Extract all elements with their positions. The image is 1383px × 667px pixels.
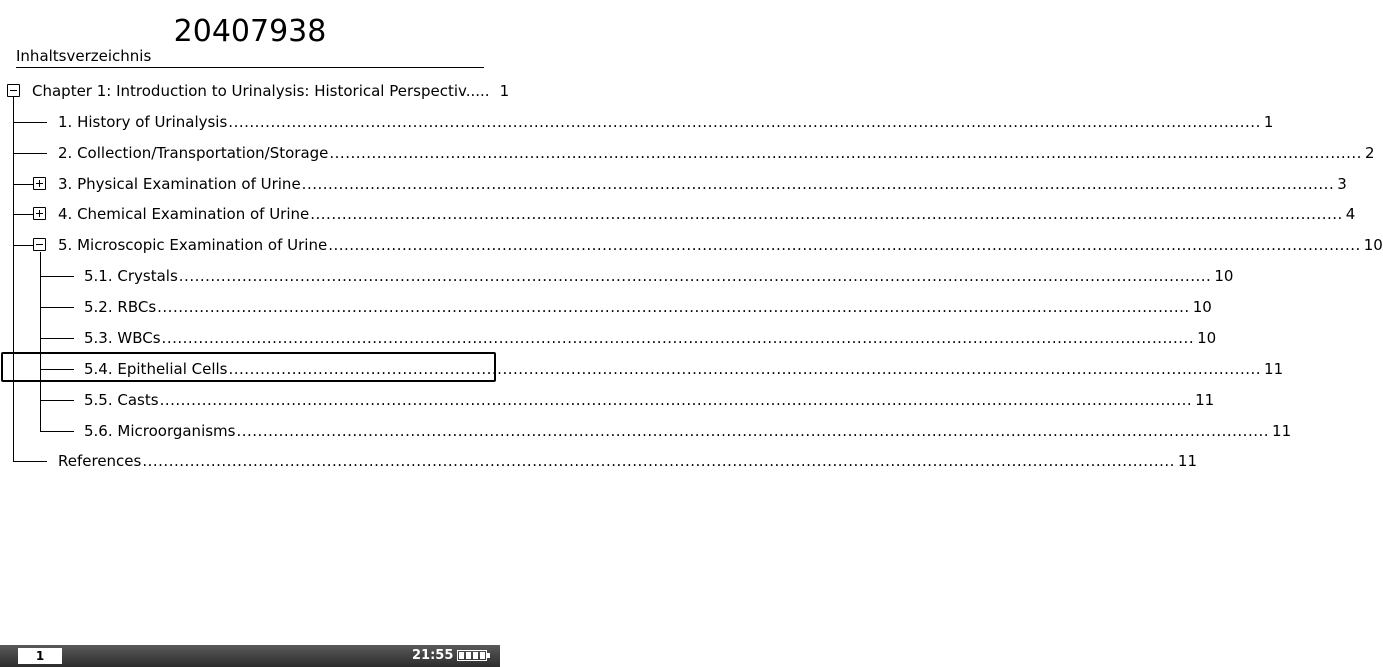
expand-icon[interactable] <box>33 207 46 220</box>
dot-leader <box>162 326 1195 350</box>
toc-entry-label: 5.2. RBCs <box>84 298 157 316</box>
dot-leader <box>229 357 1262 381</box>
expand-icon[interactable] <box>33 177 46 190</box>
dot-leader <box>328 233 1361 257</box>
toc-entry-page: 10 <box>1363 236 1383 254</box>
toc-entry-page: 11 <box>1272 422 1292 440</box>
toc-entry[interactable] <box>58 202 1356 226</box>
toc-entry[interactable] <box>58 110 1274 134</box>
toc-entry-label: 4. Chemical Examination of Urine <box>58 205 310 223</box>
toc-entry-label: 5.5. Casts <box>84 391 159 409</box>
heading-divider <box>16 67 484 68</box>
toc-entry-label: 1. History of Urinalysis <box>58 113 228 131</box>
dot-leader <box>142 449 1175 473</box>
dot-leader <box>302 172 1335 196</box>
status-bar <box>0 645 500 667</box>
toc-entry-label: 2. Collection/Transportation/Storage <box>58 144 329 162</box>
collapse-icon[interactable] <box>7 84 20 97</box>
toc-entry-label: 5. Microscopic Examination of Urine <box>58 236 328 254</box>
toc-entry[interactable] <box>58 172 1347 196</box>
toc-entry-page: 10 <box>1192 298 1212 316</box>
toc-entry[interactable] <box>84 388 1215 412</box>
toc-entry-page: 2 <box>1364 144 1375 162</box>
dot-leader <box>179 264 1212 288</box>
dot-leader <box>228 110 1261 134</box>
toc-entry-page: 11 <box>1177 452 1197 470</box>
page-number-indicator[interactable]: 1 <box>18 648 62 664</box>
toc-entry-references[interactable] <box>58 449 1197 473</box>
toc-entry-label: Chapter 1: Introduction to Urinalysis: Historical Perspectiv..... <box>32 82 490 100</box>
toc-entry-label: 5.1. Crystals <box>84 267 178 285</box>
dot-leader <box>157 295 1190 319</box>
toc-entry-page: 3 <box>1337 175 1347 193</box>
toc-entry-page: 1 <box>499 82 510 100</box>
toc-entry[interactable] <box>58 233 1383 257</box>
toc-entry[interactable] <box>84 419 1292 443</box>
toc-entry-chapter-1[interactable] <box>32 79 510 103</box>
clock: 21:55 <box>412 648 454 663</box>
toc-entry-label: 3. Physical Examination of Urine <box>58 175 301 193</box>
page-title: 20407938 <box>173 14 327 49</box>
toc-entry-label: 5.4. Epithelial Cells <box>84 360 228 378</box>
toc-entry-page: 10 <box>1214 267 1234 285</box>
toc-entry-page: 4 <box>1345 205 1356 223</box>
toc-heading: Inhaltsverzeichnis <box>16 47 152 65</box>
dot-leader <box>310 202 1343 226</box>
battery-icon <box>457 650 487 661</box>
toc-entry-page: 1 <box>1263 113 1274 131</box>
dot-leader <box>236 419 1269 443</box>
toc-entry[interactable] <box>58 141 1375 165</box>
battery-tip <box>487 653 490 658</box>
toc-entry-label: 5.6. Microorganisms <box>84 422 236 440</box>
toc-entry-label: 5.3. WBCs <box>84 329 161 347</box>
dot-leader <box>329 141 1362 165</box>
toc-entry[interactable] <box>84 326 1217 350</box>
toc-entry[interactable] <box>84 295 1212 319</box>
toc-entry-label: References <box>58 452 142 470</box>
collapse-icon[interactable] <box>33 238 46 251</box>
dot-leader <box>160 388 1193 412</box>
toc-entry[interactable] <box>84 264 1234 288</box>
toc-entry-page: 11 <box>1195 391 1215 409</box>
toc-entry-page: 11 <box>1264 360 1284 378</box>
toc-entry-page: 10 <box>1197 329 1217 347</box>
toc-entry-selected[interactable] <box>84 357 1284 381</box>
